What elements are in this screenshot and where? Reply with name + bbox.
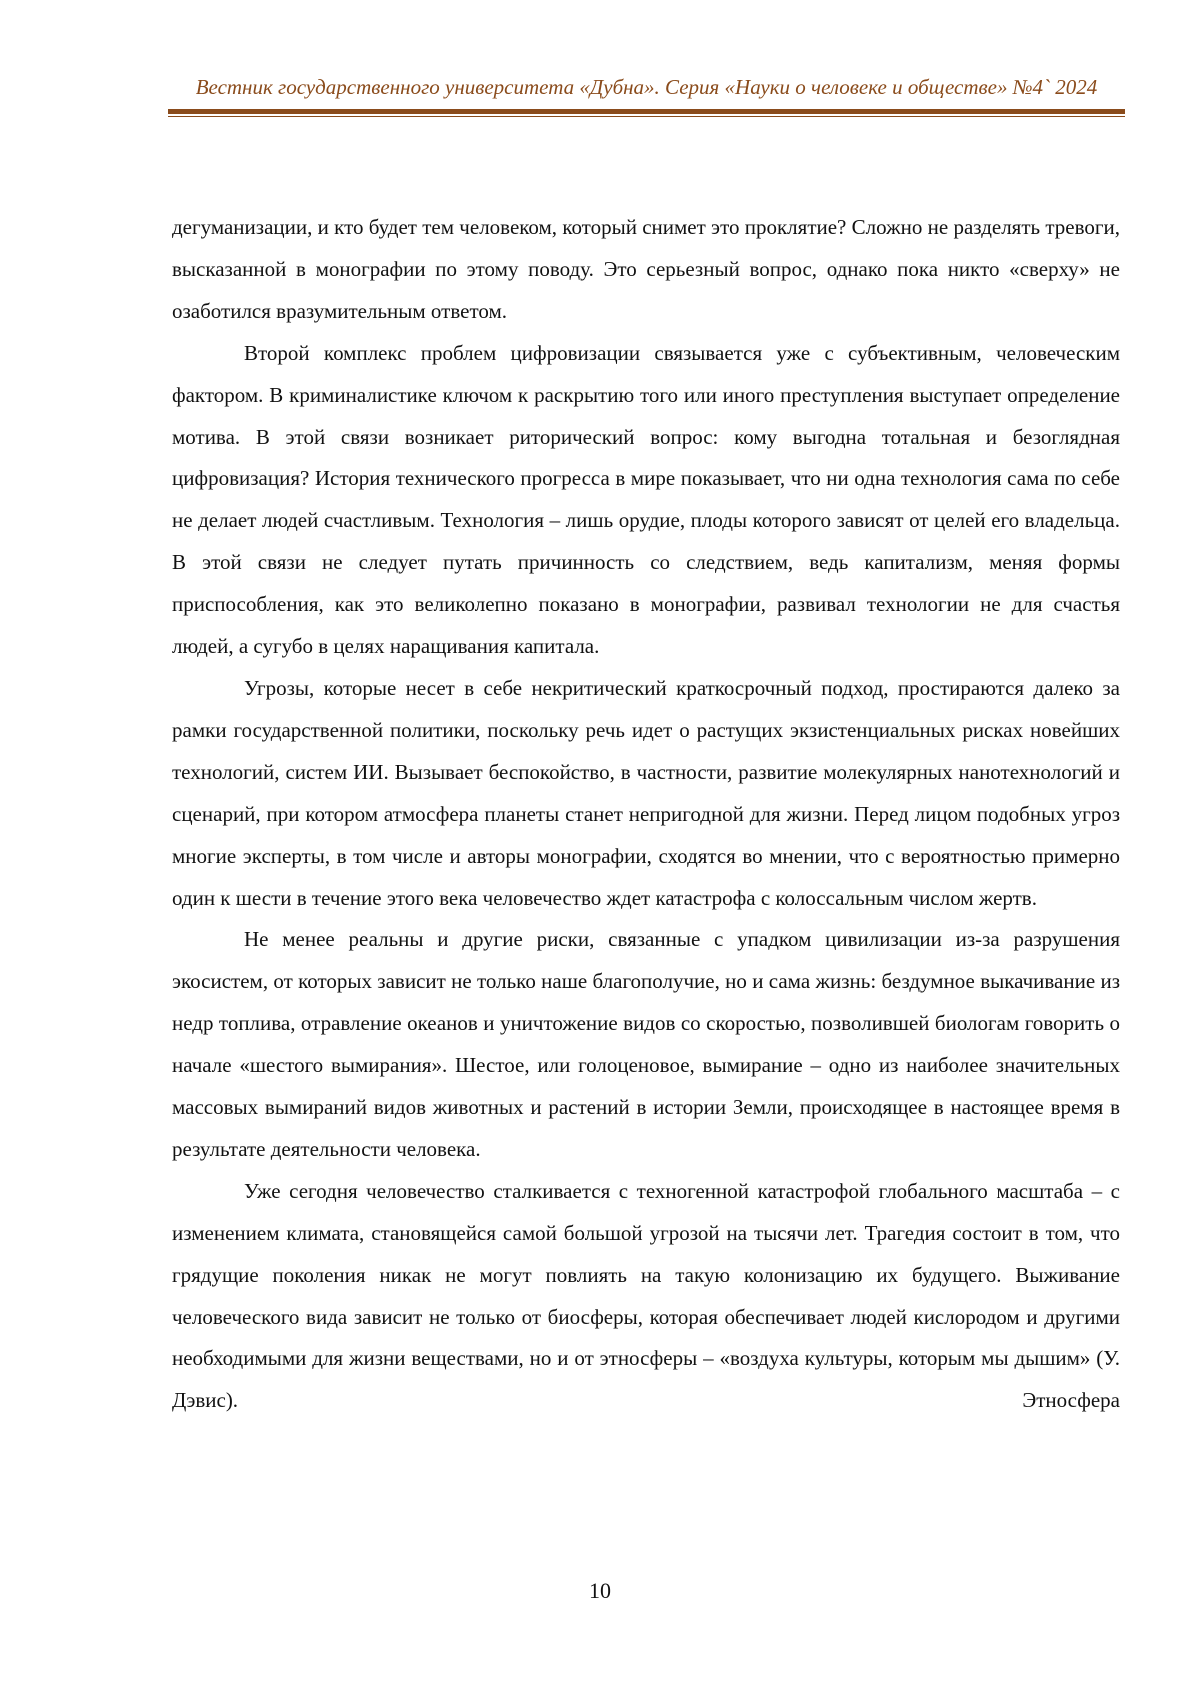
journal-title: Вестник государственного университета «Дубна». Серия «Науки о человеке и обществе» №4` 2024 <box>195 75 1098 99</box>
header-rule-thin <box>168 116 1125 117</box>
paragraph-climate-change: Уже сегодня человечество сталкивается с техногенной катастрофой глобального масштаба – с изменением климата, становящейся самой большой угрозой на тысячи лет. Трагедия состоит в том, что грядущие поколения никак не могут повлиять на такую колонизацию их будущего. Выживание человеческого вида зависит не только от биосферы, которая обеспечивает людей кислородом и другими необходимыми для жизни веществами, но и от этносферы – «воздуха культуры, которым мы дышим» (У. Дэвис). Этносфера <box>172 1178 1120 1413</box>
article-body <box>172 207 1120 1422</box>
running-header <box>168 74 1125 117</box>
page-number: 10 <box>589 1578 611 1603</box>
paragraph-continuation: дегуманизации, и кто будет тем человеком, который снимет это проклятие? Сложно не разделять тревоги, высказанной в монографии по этому поводу. Это серьезный вопрос, однако пока никто «сверху» не озаботился вразумительным ответом. <box>172 215 1120 323</box>
paragraph-ecosystem-risks: Не менее реальны и другие риски, связанные с упадком цивилизации из-за разрушения экосистем, от которых зависит не только наше благополучие, но и сама жизнь: бездумное выкачивание из недр топлива, отравление океанов и уничтожение видов со скоростью, позволившей биологам говорить о начале «шестого вымирания». Шестое, или голоценовое, вымирание – одно из наиболее значительных массовых вымираний видов животных и растений в истории Земли, происходящее в настоящее время в результате деятельности человека. <box>172 927 1120 1161</box>
header-rule <box>168 109 1125 114</box>
paragraph-digitalization-motives: Второй комплекс проблем цифровизации связывается уже с субъективным, человеческим фактором. В криминалистике ключом к раскрытию того или иного преступления выступает определение мотива. В этой связи возникает риторический вопрос: кому выгодна тотальная и безоглядная цифровизация? История технического прогресса в мире показывает, что ни одна технология сама по себе не делает людей счастливым. Технология – лишь орудие, плоды которого зависят от целей его владельца. В этой связи не следует путать причинность со следствием, ведь капитализм, меняя формы приспособления, как это великолепно показано в монографии, развивал технологии не для счастья людей, а сугубо в целях наращивания капитала. <box>172 340 1120 659</box>
paragraph-existential-risks: Угрозы, которые несет в себе некритический краткосрочный подход, простираются далеко за рамки государственной политики, поскольку речь идет о растущих экзистенциальных рисках новейших технологий, систем ИИ. Вызывает беспокойство, в частности, развитие молекулярных нанотехнологий и сценарий, при котором атмосфера планеты станет непригодной для жизни. Перед лицом подобных угроз многие эксперты, в том числе и авторы монографии, сходятся во мнении, что с вероятностью примерно один к шести в течение этого века человечество ждет катастрофа с колоссальным числом жертв. <box>172 675 1120 910</box>
